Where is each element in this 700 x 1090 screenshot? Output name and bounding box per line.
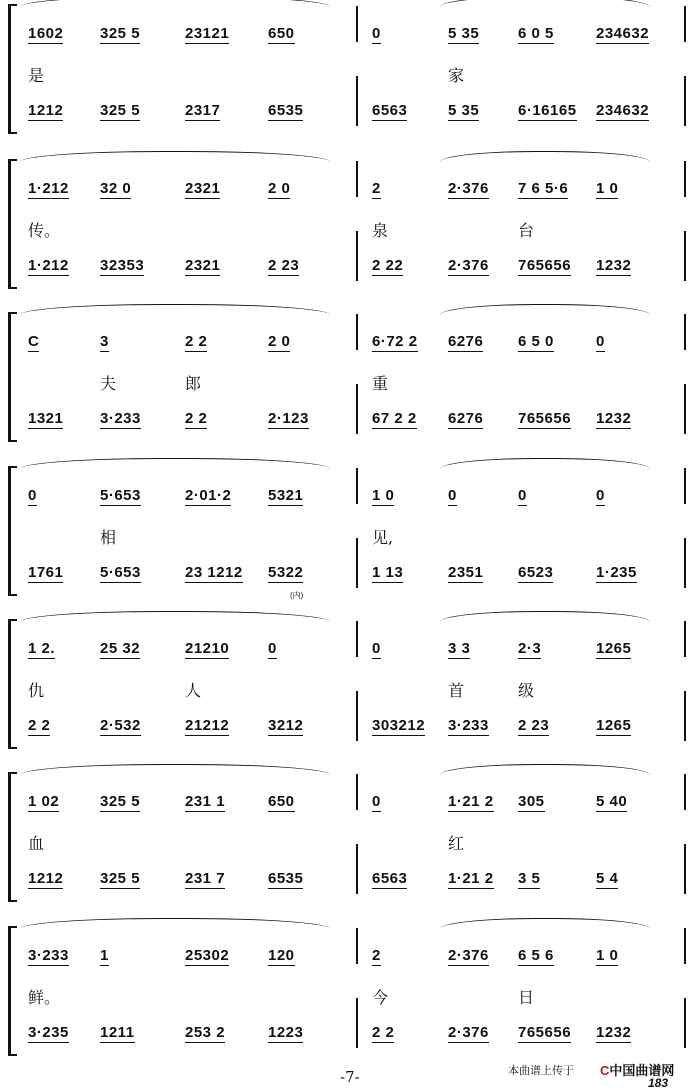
- melody-note-group: 650: [268, 793, 295, 810]
- lyric: 重: [372, 374, 389, 393]
- accompaniment-note-group: 2 2: [372, 1024, 395, 1041]
- accompaniment-note-group: 2 2: [185, 410, 208, 427]
- accompaniment-note-group: 1265: [596, 717, 632, 734]
- melody-note-group: 120: [268, 947, 295, 964]
- melody-note-group: 2 2: [185, 333, 208, 350]
- accompaniment-note-group: 1232: [596, 257, 632, 274]
- end-barline: [684, 621, 686, 743]
- melody-note-group: 0: [268, 640, 277, 657]
- accompaniment-note-group: 253 2: [185, 1024, 226, 1041]
- slur-mark: [20, 151, 330, 162]
- system-bracket: [8, 4, 17, 134]
- lyric: 家: [448, 66, 465, 85]
- barline: [356, 774, 358, 896]
- melody-note-group: 6276: [448, 333, 484, 350]
- annotation: (内): [290, 591, 304, 600]
- lyric: 泉: [372, 221, 389, 240]
- site-logo-icon: C: [600, 1063, 610, 1078]
- slur-mark: [440, 611, 650, 622]
- accompaniment-note-group: 325 5: [100, 870, 141, 887]
- slur-mark: [20, 611, 330, 622]
- accompaniment-note-group: 5 35: [448, 102, 480, 119]
- slur-mark: [20, 304, 330, 315]
- accompaniment-note-group: 3·233: [100, 410, 141, 427]
- melody-note-group: 325 5: [100, 25, 141, 42]
- melody-note-group: 325 5: [100, 793, 141, 810]
- lyric: 鲜。: [28, 988, 61, 1007]
- lyric: 夫: [100, 374, 117, 393]
- accompaniment-note-group: 2 2: [28, 717, 51, 734]
- melody-note-group: 1265: [596, 640, 632, 657]
- lyric: 红: [448, 834, 465, 853]
- melody-note-group: 6 5 6: [518, 947, 554, 964]
- slur-mark: [440, 151, 650, 162]
- accompaniment-note-group: 1232: [596, 410, 632, 427]
- accompaniment-note-group: 231 7: [185, 870, 226, 887]
- lyric: 是: [28, 66, 45, 85]
- accompaniment-note-group: 1321: [28, 410, 64, 427]
- accompaniment-note-group: 1223: [268, 1024, 304, 1041]
- barline: [356, 468, 358, 590]
- site-name: 中国曲谱网: [609, 1063, 675, 1078]
- melody-note-group: 21210: [185, 640, 230, 657]
- accompaniment-note-group: 21212: [185, 717, 230, 734]
- accompaniment-note-group: 2 22: [372, 257, 404, 274]
- accompaniment-note-group: 3·233: [448, 717, 489, 734]
- score-system: [0, 615, 700, 755]
- system-bracket: [8, 312, 17, 442]
- printed-page-number: 183: [648, 1076, 669, 1090]
- system-bracket: [8, 926, 17, 1056]
- barline: [356, 621, 358, 743]
- system-bracket: [8, 619, 17, 749]
- melody-note-group: 5321: [268, 487, 304, 504]
- melody-note-group: 5·653: [100, 487, 141, 504]
- end-barline: [684, 161, 686, 283]
- slur-mark: [20, 0, 330, 7]
- melody-note-group: 2 0: [268, 333, 291, 350]
- melody-note-group: 1 0: [596, 947, 619, 964]
- accompaniment-note-group: 1 13: [372, 564, 404, 581]
- accompaniment-note-group: 765656: [518, 257, 572, 274]
- melody-note-group: 0: [372, 25, 381, 42]
- accompaniment-note-group: 6563: [372, 870, 408, 887]
- accompaniment-note-group: 1212: [28, 870, 64, 887]
- melody-note-group: 3·233: [28, 947, 69, 964]
- melody-note-group: 0: [372, 640, 381, 657]
- accompaniment-note-group: 1212: [28, 102, 64, 119]
- slur-mark: [440, 918, 650, 929]
- accompaniment-note-group: 67 2 2: [372, 410, 417, 427]
- accompaniment-note-group: 5·653: [100, 564, 141, 581]
- barline: [356, 6, 358, 128]
- accompaniment-note-group: 325 5: [100, 102, 141, 119]
- score-system: [0, 462, 700, 602]
- accompaniment-note-group: 2·123: [268, 410, 309, 427]
- accompaniment-note-group: 765656: [518, 1024, 572, 1041]
- score-system: [0, 308, 700, 448]
- melody-note-group: 2: [372, 947, 381, 964]
- melody-note-group: 1·212: [28, 180, 69, 197]
- melody-note-group: 0: [372, 793, 381, 810]
- accompaniment-note-group: 1·212: [28, 257, 69, 274]
- accompaniment-note-group: 2317: [185, 102, 221, 119]
- accompaniment-note-group: 1232: [596, 1024, 632, 1041]
- accompaniment-note-group: 1·21 2: [448, 870, 494, 887]
- lyric: 台: [518, 221, 535, 240]
- lyric: 血: [28, 834, 45, 853]
- score-system: [0, 922, 700, 1062]
- accompaniment-note-group: 765656: [518, 410, 572, 427]
- accompaniment-note-group: 2321: [185, 257, 221, 274]
- accompaniment-note-group: 2·376: [448, 257, 489, 274]
- end-barline: [684, 928, 686, 1050]
- slur-mark: [20, 764, 330, 775]
- system-bracket: [8, 159, 17, 289]
- melody-note-group: 1602: [28, 25, 64, 42]
- melody-note-group: 231 1: [185, 793, 226, 810]
- end-barline: [684, 468, 686, 590]
- melody-note-group: 0: [518, 487, 527, 504]
- melody-note-group: 234632: [596, 25, 650, 42]
- accompaniment-note-group: 2 23: [268, 257, 300, 274]
- slur-mark: [440, 304, 650, 315]
- accompaniment-note-group: 6563: [372, 102, 408, 119]
- system-bracket: [8, 466, 17, 596]
- melody-note-group: 6 0 5: [518, 25, 554, 42]
- melody-note-group: 6·72 2: [372, 333, 418, 350]
- lyric: 见,: [372, 528, 394, 547]
- slur-mark: [20, 918, 330, 929]
- melody-note-group: 305: [518, 793, 545, 810]
- melody-note-group: 1: [100, 947, 109, 964]
- accompaniment-note-group: 3·235: [28, 1024, 69, 1041]
- lyric: 郎: [185, 374, 202, 393]
- melody-note-group: 0: [448, 487, 457, 504]
- accompaniment-note-group: 32353: [100, 257, 145, 274]
- slur-mark: [440, 458, 650, 469]
- melody-note-group: 2 0: [268, 180, 291, 197]
- melody-note-group: 6 5 0: [518, 333, 554, 350]
- end-barline: [684, 774, 686, 896]
- accompaniment-note-group: 2351: [448, 564, 484, 581]
- melody-note-group: 25302: [185, 947, 230, 964]
- accompaniment-note-group: 1211: [100, 1024, 135, 1041]
- melody-note-group: 0: [28, 487, 37, 504]
- slur-mark: [440, 764, 650, 775]
- accompaniment-note-group: 6523: [518, 564, 554, 581]
- melody-note-group: C: [28, 333, 40, 350]
- lyric: 仇: [28, 681, 45, 700]
- end-barline: [684, 314, 686, 436]
- melody-note-group: 5 40: [596, 793, 628, 810]
- accompaniment-note-group: 6·16165: [518, 102, 577, 119]
- accompaniment-note-group: 2 23: [518, 717, 550, 734]
- melody-note-group: 5 35: [448, 25, 480, 42]
- melody-note-group: 2: [372, 180, 381, 197]
- lyric: 今: [372, 988, 389, 1007]
- score-system: [0, 768, 700, 908]
- lyric: 级: [518, 681, 535, 700]
- accompaniment-note-group: 6276: [448, 410, 484, 427]
- melody-note-group: 2·01·2: [185, 487, 232, 504]
- accompaniment-note-group: 1761: [28, 564, 64, 581]
- accompaniment-note-group: 5322: [268, 564, 304, 581]
- melody-note-group: 1 0: [596, 180, 619, 197]
- upload-note: 本曲谱上传于: [508, 1065, 574, 1077]
- melody-note-group: 2321: [185, 180, 221, 197]
- accompaniment-note-group: 3 5: [518, 870, 541, 887]
- score-system: [0, 155, 700, 295]
- melody-note-group: 0: [596, 487, 605, 504]
- score-system: [0, 0, 700, 140]
- lyric: 传。: [28, 221, 61, 240]
- melody-note-group: 650: [268, 25, 295, 42]
- melody-note-group: 2·3: [518, 640, 542, 657]
- accompaniment-note-group: 1·235: [596, 564, 637, 581]
- slur-mark: [440, 0, 650, 7]
- melody-note-group: 32 0: [100, 180, 132, 197]
- accompaniment-note-group: 5 4: [596, 870, 619, 887]
- melody-note-group: 1 0: [372, 487, 395, 504]
- slur-mark: [20, 458, 330, 469]
- barline: [356, 161, 358, 283]
- melody-note-group: 1 02: [28, 793, 60, 810]
- page-number-center: -7-: [340, 1068, 360, 1086]
- accompaniment-note-group: 23 1212: [185, 564, 243, 581]
- melody-note-group: 25 32: [100, 640, 141, 657]
- barline: [356, 928, 358, 1050]
- melody-note-group: 1 2.: [28, 640, 56, 657]
- melody-note-group: 3 3: [448, 640, 471, 657]
- melody-note-group: 7 6 5·6: [518, 180, 569, 197]
- lyric: 日: [518, 988, 535, 1007]
- lyric: 首: [448, 681, 465, 700]
- barline: [356, 314, 358, 436]
- accompaniment-note-group: 6535: [268, 870, 304, 887]
- accompaniment-note-group: 3212: [268, 717, 304, 734]
- melody-note-group: 1·21 2: [448, 793, 494, 810]
- melody-note-group: 2·376: [448, 947, 489, 964]
- accompaniment-note-group: 2·376: [448, 1024, 489, 1041]
- melody-note-group: 3: [100, 333, 109, 350]
- accompaniment-note-group: 6535: [268, 102, 304, 119]
- accompaniment-note-group: 303212: [372, 717, 426, 734]
- lyric: 人: [185, 681, 202, 700]
- accompaniment-note-group: 234632: [596, 102, 650, 119]
- system-bracket: [8, 772, 17, 902]
- melody-note-group: 23121: [185, 25, 230, 42]
- lyric: 相: [100, 528, 117, 547]
- accompaniment-note-group: 2·532: [100, 717, 141, 734]
- melody-note-group: 2·376: [448, 180, 489, 197]
- melody-note-group: 0: [596, 333, 605, 350]
- end-barline: [684, 6, 686, 128]
